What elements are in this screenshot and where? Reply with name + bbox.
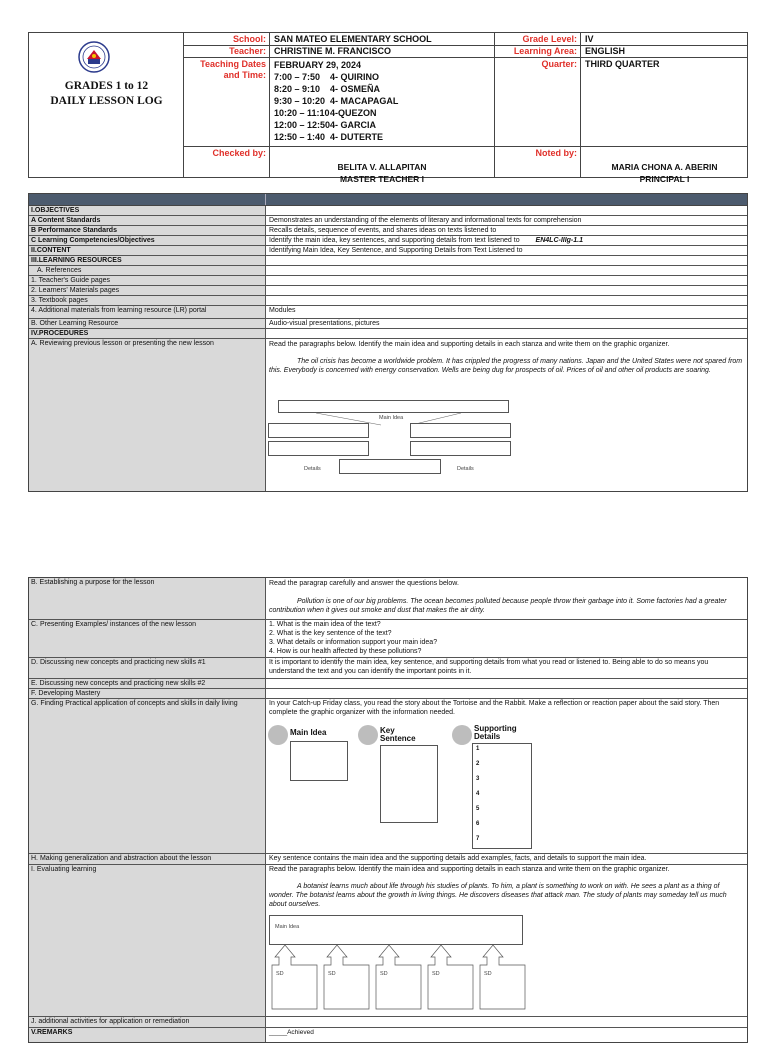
schedule-section: 4- OSMEÑA <box>330 84 381 94</box>
row-value: Modules <box>269 307 296 314</box>
table-row <box>29 266 747 276</box>
go-key-line: Sentence <box>380 734 416 743</box>
row-label: J. additional activities for application or remediation <box>29 1017 266 1027</box>
row-value: _____Achieved <box>269 1029 314 1036</box>
row-label: 2. Learners' Materials pages <box>29 286 266 295</box>
document-title <box>29 79 184 109</box>
table-row <box>29 1028 747 1042</box>
go-number: 2 <box>476 761 480 767</box>
table-row <box>29 578 747 620</box>
learning-area-value: ENGLISH <box>585 46 626 56</box>
competency-text: Identify the main idea, key sentences, and supporting details from text listened to <box>269 237 520 244</box>
row-value: Recalls details, sequence of events, and shares ideas on texts listened to <box>269 227 497 234</box>
question-item: 3. What details or information support your main idea? <box>269 639 438 646</box>
row-label: 3. Textbook pages <box>29 296 266 305</box>
table-row <box>29 319 747 329</box>
go-number: 5 <box>476 806 480 812</box>
row-label: A Content Standards <box>29 216 266 225</box>
go-number: 6 <box>476 821 480 827</box>
go-key-sentence-title <box>380 727 416 743</box>
organizer-detail-box <box>410 423 511 438</box>
table-row <box>29 216 747 226</box>
eval-main-idea-box <box>269 915 523 945</box>
question-item: 4. How is our health affected by these pollutions? <box>269 648 422 655</box>
table-row <box>29 339 747 491</box>
go-circle-decoration <box>358 725 378 745</box>
table-row <box>29 620 747 658</box>
quarter-label: Quarter: <box>541 59 577 69</box>
row-value: Audio-visual presentations, pictures <box>269 320 380 327</box>
schedule-section: 4- MACAPAGAL <box>330 96 399 106</box>
purpose-passage: Pollution is one of our big problems. The ocean becomes polluted because people throw their garbage into it. Some factories had a greater contribution when it gives out smoke and dust that makes the air dirty. <box>269 598 727 614</box>
go-supporting-box <box>472 743 532 849</box>
row-label: A. References <box>29 266 266 275</box>
table-row <box>29 699 747 854</box>
lesson-table-part-1 <box>28 193 748 492</box>
go-main-idea-box <box>290 741 348 781</box>
noted-by-signatory <box>581 161 748 185</box>
organizer-detail-box <box>410 441 511 456</box>
schedule-row <box>274 71 398 83</box>
row-value: Key sentence contains the main idea and the supporting details add examples, facts, and details to support the main idea. <box>269 855 647 862</box>
row-label: E. Discussing new concepts and practicing new skills #2 <box>29 679 266 688</box>
row-value <box>266 865 747 1016</box>
grid-line <box>184 146 748 147</box>
row-value <box>266 236 747 245</box>
teaching-date: FEBRUARY 29, 2024 <box>274 60 362 70</box>
noted-by-label: Noted by: <box>535 148 577 158</box>
row-value: It is important to identify the main idea, key sentence, and supporting details from what you read or listened to. Being able to do so means you understand the text and you can identify the important points in it. <box>269 659 709 675</box>
go-circle-decoration <box>452 725 472 745</box>
evaluating-passage: A botanist learns much about life through his studies of plants. To him, a plant is something to work on with. He sees a plant as a thing of wonder. The botanist learns about the growth in living things. He discovers diseases that attack man. The study of plants may someday tell us much about ourselves. <box>269 883 727 908</box>
go-main-idea-card <box>268 725 356 785</box>
quarter-value: THIRD QUARTER <box>585 59 660 69</box>
row-label: 1. Teacher's Guide pages <box>29 276 266 285</box>
table-row <box>29 246 747 256</box>
organizer-main-idea-label: Main Idea <box>379 415 404 421</box>
schedule-time: 12:00 – 12:50 <box>274 120 331 130</box>
table-row <box>29 286 747 296</box>
question-item: 1. What is the main idea of the text? <box>269 621 381 628</box>
organizer-detail-box <box>339 459 441 474</box>
teaching-dates-label <box>185 59 266 81</box>
lesson-log-header <box>28 32 748 184</box>
table-row <box>29 329 747 339</box>
eval-sd-label: SD <box>328 971 336 977</box>
row-label: H. Making generalization and abstraction about the lesson <box>29 854 266 864</box>
schedule-row <box>274 107 398 119</box>
row-label: B. Other Learning Resource <box>29 319 266 328</box>
row-label: B Performance Standards <box>29 226 266 235</box>
noted-by-title: PRINCIPAL I <box>639 174 690 184</box>
lesson-table-part-2 <box>28 577 748 1043</box>
noted-by-name: MARIA CHONA A. ABERIN <box>611 162 718 172</box>
table-row <box>29 296 747 306</box>
row-label: V.REMARKS <box>29 1028 266 1042</box>
table-row <box>29 854 747 865</box>
row-label: C Learning Competencies/Objectives <box>29 236 266 245</box>
question-item: 2. What is the key sentence of the text? <box>269 630 392 637</box>
table-row <box>29 679 747 689</box>
review-passage: The oil crisis has become a worldwide problem. It has crippled the progress of many nations. Japan and the United States were not spared from this. Everybody is concerned with energy conservation. Wells are being dug for prospects of oil. Prices of oil and other oil products are soaring. <box>269 358 743 374</box>
go-key-sentence-box <box>380 745 438 823</box>
organizer-details-label: Details <box>457 466 474 472</box>
row-label: II.CONTENT <box>29 246 266 255</box>
table-row <box>29 206 747 216</box>
row-label: 4. Additional materials from learning resource (LR) portal <box>29 306 266 318</box>
practical-instruction: In your Catch-up Friday class, you read the story about the Tortoise and the Rabbit. Make a reflection or reaction paper about the said story. Then complete the graphic organizer with the information needed. <box>269 700 720 716</box>
table-header-bar <box>29 194 747 206</box>
table-row <box>29 276 747 286</box>
checked-by-title: MASTER TEACHER I <box>339 174 425 184</box>
deped-seal-icon <box>78 41 110 73</box>
row-value <box>266 578 747 619</box>
eval-sd-label: SD <box>484 971 492 977</box>
row-value <box>266 699 747 853</box>
grid-line <box>184 45 748 46</box>
schedule-row <box>274 131 398 143</box>
row-label: B. Establishing a purpose for the lesson <box>29 578 266 619</box>
table-row <box>29 256 747 266</box>
go-sup-line: Supporting <box>474 724 517 733</box>
go-key-sentence-card <box>358 725 448 825</box>
school-label: School: <box>233 34 266 44</box>
organizer-detail-box <box>268 441 369 456</box>
eval-sd-label: SD <box>276 971 284 977</box>
table-row <box>29 689 747 699</box>
table-row <box>29 865 747 1017</box>
go-supporting-title <box>474 725 517 741</box>
row-value: Demonstrates an understanding of the elements of literary and informational texts for comprehension <box>269 217 582 224</box>
learning-area-label: Learning Area: <box>513 46 577 56</box>
school-value: SAN MATEO ELEMENTARY SCHOOL <box>274 34 432 44</box>
title-line-1: GRADES 1 to 12 <box>64 80 149 92</box>
teacher-value: CHRISTINE M. FRANCISCO <box>274 46 391 56</box>
schedule-block <box>274 59 398 143</box>
grade-level-value: IV <box>585 34 594 44</box>
go-number: 1 <box>476 746 480 752</box>
schedule-row <box>274 119 398 131</box>
row-label: III.LEARNING RESOURCES <box>29 256 266 265</box>
purpose-instruction: Read the paragrap carefully and answer the questions below. <box>269 580 459 587</box>
checked-by-label: Checked by: <box>212 148 266 158</box>
go-number: 7 <box>476 836 480 842</box>
grid-line <box>269 33 270 177</box>
eval-sd-label: SD <box>380 971 388 977</box>
row-label: A. Reviewing previous lesson or presenting the new lesson <box>29 339 266 491</box>
grid-line <box>184 57 748 58</box>
schedule-time: 7:00 – 7:50 <box>274 72 321 82</box>
grid-line <box>580 33 581 177</box>
review-instruction: Read the paragraphs below. Identify the main idea and supporting details in each stanza and write them on the graphic organizer. <box>269 341 670 348</box>
logo-title-cell <box>29 33 184 177</box>
table-row <box>29 306 747 319</box>
schedule-row <box>274 83 398 95</box>
row-value: Identifying Main Idea, Key Sentence, and Supporting Details from Text Listened to <box>269 247 523 254</box>
table-row <box>29 1017 747 1028</box>
evaluating-instruction: Read the paragraphs below. Identify the main idea and supporting details in each stanza and write them on the graphic organizer. <box>269 866 670 873</box>
checked-by-name: BELITA V. ALLAPITAN <box>337 162 427 172</box>
go-key-line: Key <box>380 726 395 735</box>
go-number: 4 <box>476 791 480 797</box>
organizer-details-label: Details <box>304 466 321 472</box>
go-number: 3 <box>476 776 480 782</box>
dates-label-line-2: and Time: <box>223 70 266 80</box>
row-value <box>266 339 747 491</box>
row-label: I. Evaluating learning <box>29 865 266 1016</box>
row-value <box>266 620 747 657</box>
schedule-row <box>274 95 398 107</box>
row-label: D. Discussing new concepts and practicing new skills #1 <box>29 658 266 678</box>
checked-by-signatory <box>270 161 494 185</box>
table-row <box>29 236 747 246</box>
table-row <box>29 226 747 236</box>
row-label: I.OBJECTIVES <box>29 206 266 215</box>
eval-sd-label: SD <box>432 971 440 977</box>
schedule-section: 4- DUTERTE <box>330 132 384 142</box>
schedule-section: 4- QUIRINO <box>330 72 380 82</box>
schedule-time: 8:20 – 9:10 <box>274 84 321 94</box>
schedule-section: 4-QUEZON <box>330 108 377 118</box>
go-supporting-details-card <box>452 725 542 850</box>
schedule-time: 9:30 – 10:20 <box>274 96 326 106</box>
grade-level-label: Grade Level: <box>522 34 577 44</box>
go-circle-decoration <box>268 725 288 745</box>
eval-main-idea-label: Main Idea <box>275 924 300 930</box>
schedule-time: 10:20 – 11:10 <box>274 108 330 118</box>
table-row <box>29 658 747 679</box>
row-label: C. Presenting Examples/ instances of the new lesson <box>29 620 266 657</box>
go-sup-line: Details <box>474 732 501 741</box>
row-label: F. Developing Mastery <box>29 689 266 698</box>
title-line-2: DAILY LESSON LOG <box>50 95 163 107</box>
competency-code: EN4LC-IIIg-1.1 <box>535 237 583 244</box>
teacher-label: Teacher: <box>229 46 266 56</box>
organizer-detail-box <box>268 423 369 438</box>
schedule-time: 12:50 – 1:40 <box>274 132 326 142</box>
row-label: IV.PROCEDURES <box>29 329 266 338</box>
row-label: G. Finding Practical application of concepts and skills in daily living <box>29 699 266 853</box>
dates-label-line-1: Teaching Dates <box>200 59 266 69</box>
schedule-section: 4- GARCIA <box>330 120 377 130</box>
go-main-idea-title: Main Idea <box>290 728 327 737</box>
